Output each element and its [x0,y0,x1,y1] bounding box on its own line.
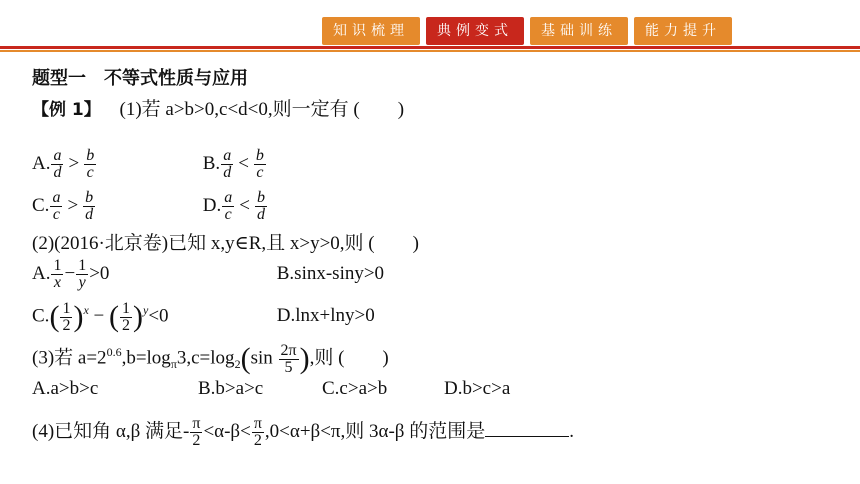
tab-ability[interactable]: 能力提升 [634,17,732,45]
q1-option-a: A. $\frac{a}{d}$ > $\frac{b}{c}$ [32,147,95,181]
q3-stem-part-d: ,则 ( ) [309,347,389,369]
q2-option-b: B.sinx-siny>0 [276,262,385,284]
example-1-line [32,94,404,121]
section-heading: 题型一 不等式性质与应用 [32,68,248,89]
tab-basic-training[interactable]: 基础训练 [530,17,628,45]
q4-stem-part-c: ,0<α+β<π,则 3α-β 的范围是 [264,421,486,442]
q2-option-d: D.lnx+lny>0 [276,305,375,327]
header-rule-orange [0,50,860,52]
example-label: 【例 1】 [32,100,101,120]
q2-options-row-1 [32,258,384,291]
section-tabs [322,17,732,45]
q4-stem-part-a: (4)已知角 α,β 满足- [32,421,190,442]
q2-option-a: A. $\frac{1}{x}$ − $\frac{1}{y}$ >0 [32,257,110,291]
tab-examples[interactable]: 典例变式 [426,17,524,45]
q1-option-d: D. $\frac{a}{c}$ < $\frac{b}{d}$ [202,189,265,223]
q1-option-c: C. $\frac{a}{c}$ > $\frac{b}{d}$ [32,189,94,223]
q3-option-a: A.a>b>c [32,378,99,399]
q1-option-b: B. $\frac{a}{d}$ < $\frac{b}{c}$ [202,147,264,181]
q4-end: . [569,421,574,442]
q3-stem-part-c: 3,c=log [176,347,235,369]
q2-stem: (2)(2016·北京卷)已知 x,y∈R,且 x>y>0,则 ( ) [32,233,419,254]
q3-options [32,378,510,400]
q4-stem-part-b: <α-β< [203,421,251,442]
q3-option-c: C.c>a>b [322,378,388,399]
q4-answer-blank[interactable] [485,418,569,437]
header-rule-red [0,46,860,49]
q1-stem: (1)若 a>b>0,c<d<0,则一定有 ( ) [119,99,405,120]
q2-option-c: C.( $\frac{1}{2}$ )$^x$ − ( $\frac{1}{2}$ )$^y$<0 [32,299,169,334]
q1-options-row-2 [32,190,268,223]
q3-log-base-pi: π [170,357,177,372]
q3-stem-part-a: (3)若 a=2 [32,347,107,369]
q3-option-d: D.b>c>a [444,378,511,399]
q4-stem: (4)已知角 α,β 满足- $\frac{\pi}{2}$ <α-β< $\frac{\pi}{2}$ ,0<α+β<π,则 3α-β 的范围是 . [32,415,574,450]
q3-exponent: 0.6 [106,345,122,360]
q1-options-row-1 [32,148,267,181]
q3-log-base-2: 2 [234,357,241,372]
q3-option-b: B.b>a>c [198,378,264,399]
q3-stem: (3)若 $a=2^{0.6},b=\log_\pi 3,c=\log_2(\sin$ $\frac{2\pi}{5}$ ),则 ( ) [32,341,389,376]
tab-knowledge[interactable]: 知识梳理 [322,17,420,45]
q3-stem-part-b: ,b=log [121,347,171,369]
q2-options-row-2 [32,300,375,334]
